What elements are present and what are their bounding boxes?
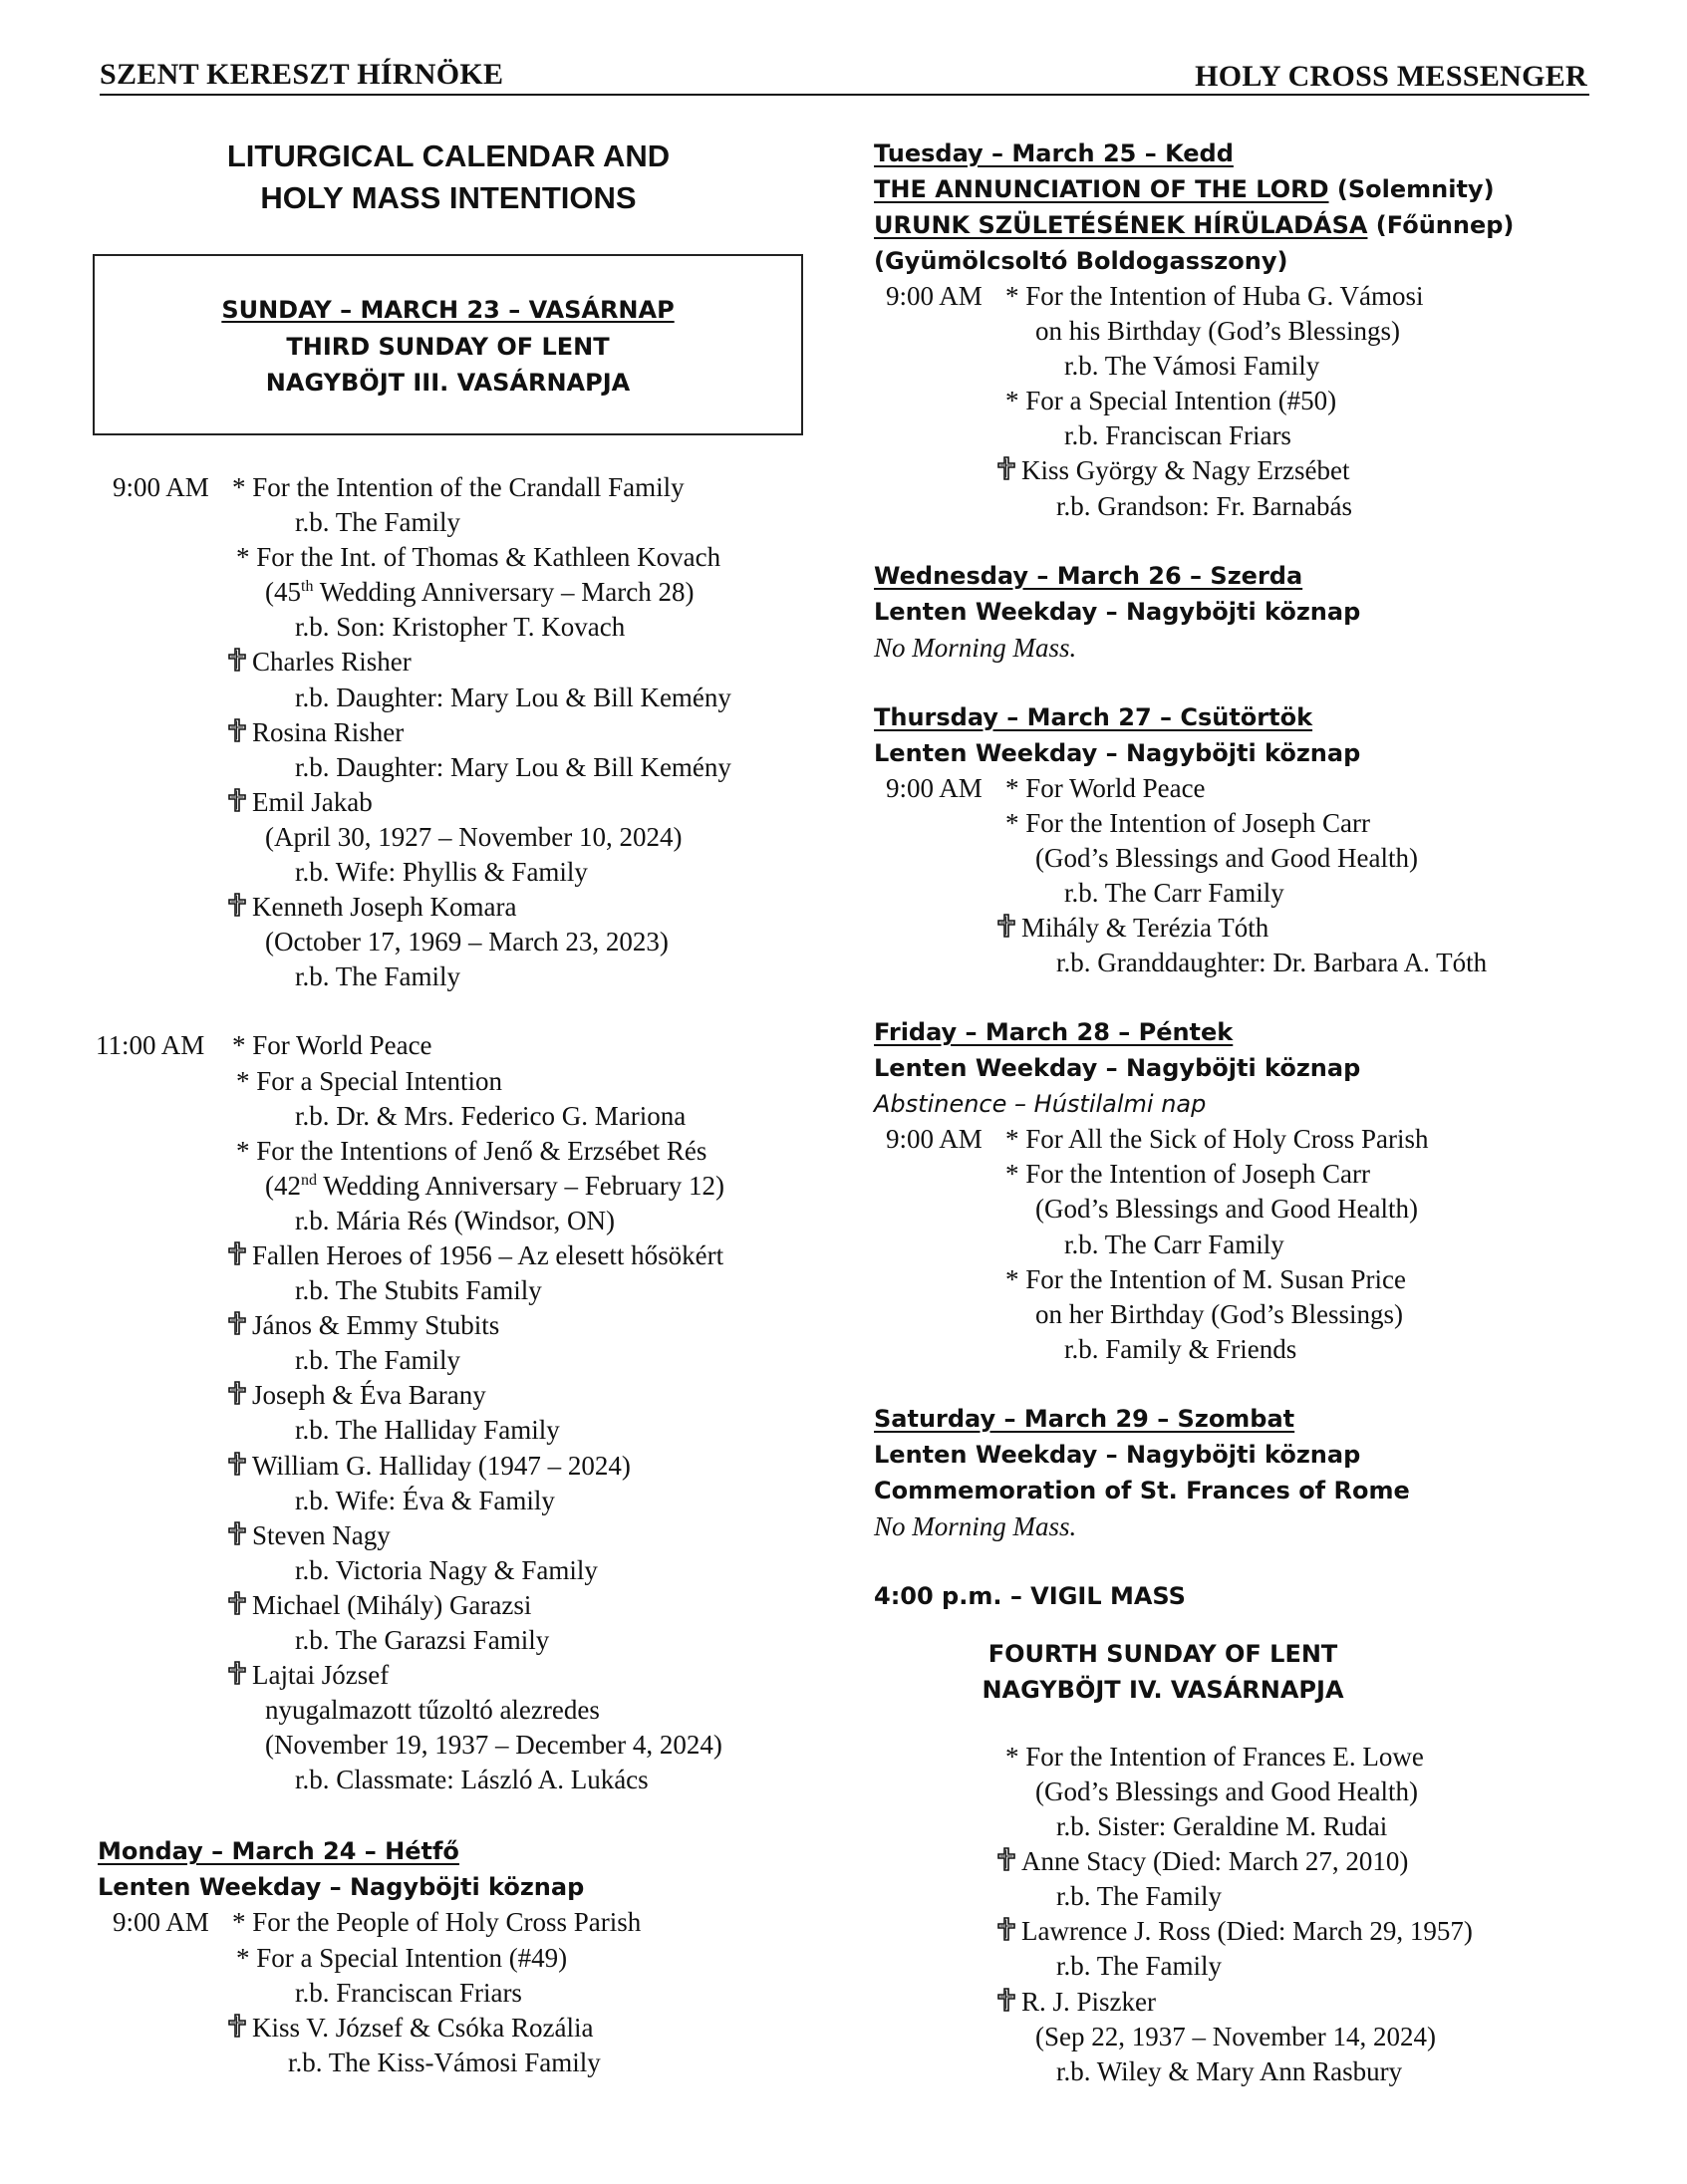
requested-by: r.b. The Family: [1056, 1881, 1222, 1912]
star-marker: *: [232, 1030, 246, 1061]
intention-text: For the Intentions of Jenő & Erzsébet Rés: [256, 1135, 707, 1166]
mass-time: 9:00 AM: [113, 1907, 209, 1938]
intention-text: For the People of Holy Cross Parish: [252, 1907, 642, 1938]
intention-text: For a Special Intention: [256, 1065, 502, 1096]
intention-text: For the Intention of Joseph Carr: [1025, 807, 1370, 838]
wednesday-note: No Morning Mass.: [874, 632, 1077, 663]
monday-day-type: Lenten Weekday – Nagyböjti köznap: [98, 1873, 585, 1902]
latin-cross-icon: [228, 1661, 246, 1685]
star-marker: *: [1005, 807, 1019, 838]
sunday-date: SUNDAY – MARCH 23 – VASÁRNAP: [221, 296, 675, 324]
tuesday-date: Tuesday – March 25 – Kedd: [874, 139, 1234, 167]
latin-cross-icon: [228, 2014, 246, 2038]
intention-text: For the Intention of M. Susan Price: [1025, 1263, 1406, 1294]
deceased-name: Steven Nagy: [252, 1519, 391, 1550]
requested-by: r.b. Family & Friends: [1064, 1333, 1297, 1364]
monday-date: Monday – March 24 – Hétfő: [98, 1837, 459, 1866]
requested-by: r.b. The Vámosi Family: [1064, 351, 1320, 382]
life-dates: (November 19, 1937 – December 4, 2024): [265, 1730, 722, 1761]
friday-abstinence: Abstinence – Hústilalmi nap: [874, 1090, 1207, 1119]
wednesday-day-type: Lenten Weekday – Nagyböjti köznap: [874, 597, 1361, 626]
vigil-mass-heading: 4:00 p.m. – VIGIL MASS: [874, 1581, 1186, 1610]
page-title-line1: LITURGICAL CALENDAR AND: [226, 138, 671, 173]
deceased-title: nyugalmazott tűzoltó alezredes: [265, 1695, 600, 1726]
intention-text: For All the Sick of Holy Cross Parish: [1025, 1124, 1429, 1155]
header-left-title: SZENT KERESZT HÍRNÖKE: [100, 58, 504, 91]
latin-cross-icon: [997, 456, 1015, 480]
mass-time: 9:00 AM: [886, 281, 983, 311]
latin-cross-icon: [997, 1847, 1015, 1871]
deceased-name: Rosina Risher: [252, 716, 405, 747]
sunday-title-hu: NAGYBÖJT III. VASÁRNAPJA: [265, 369, 631, 397]
latin-cross-icon: [228, 1521, 246, 1545]
header-right-title: HOLY CROSS MESSENGER: [1195, 60, 1587, 93]
requested-by: r.b. The Kiss-Vámosi Family: [288, 2047, 601, 2077]
latin-cross-icon: [997, 1988, 1015, 2012]
deceased-name: Joseph & Éva Barany: [252, 1380, 486, 1411]
intention-text-cont: (God’s Blessings and Good Health): [1035, 1775, 1418, 1806]
life-dates: (Sep 22, 1937 – November 14, 2024): [1035, 2021, 1436, 2051]
mass-time: 9:00 AM: [886, 1124, 983, 1155]
intention-text: For the Intention of Huba G. Vámosi: [1025, 281, 1424, 311]
thursday-date: Thursday – March 27 – Csütörtök: [874, 702, 1313, 731]
intention-text: For a Special Intention (#50): [1025, 386, 1337, 416]
star-marker: *: [236, 1065, 250, 1096]
right-column: [874, 136, 1591, 2089]
latin-cross-icon: [228, 1381, 246, 1405]
requested-by: r.b. Dr. & Mrs. Federico G. Mariona: [295, 1100, 687, 1131]
star-marker: *: [1005, 1159, 1019, 1190]
latin-cross-icon: [228, 1241, 246, 1265]
wednesday-date: Wednesday – March 26 – Szerda: [874, 561, 1303, 590]
deceased-name: Kiss György & Nagy Erzsébet: [1021, 455, 1350, 486]
latin-cross-icon: [228, 788, 246, 812]
saturday-date: Saturday – March 29 – Szombat: [874, 1404, 1295, 1433]
friday-day-type: Lenten Weekday – Nagyböjti köznap: [874, 1054, 1361, 1083]
intention-text: For the Intention of Joseph Carr: [1025, 1159, 1370, 1190]
star-marker: *: [1005, 281, 1019, 311]
intention-text-cont: on his Birthday (God’s Blessings): [1035, 316, 1401, 347]
tuesday-feast-en: THE ANNUNCIATION OF THE LORD (Solemnity): [874, 175, 1495, 203]
intention-text: For the Intention of Frances E. Lowe: [1025, 1741, 1424, 1772]
requested-by: r.b. Daughter: Mary Lou & Bill Kemény: [295, 751, 731, 782]
page-title-line2: HOLY MASS INTENTIONS: [260, 180, 637, 215]
intention-text: For the Intention of the Crandall Family: [252, 472, 685, 502]
intention-text-cont: on her Birthday (God’s Blessings): [1035, 1298, 1403, 1329]
life-dates: (October 17, 1969 – March 23, 2023): [265, 927, 669, 957]
requested-by: r.b. Wife: Phyllis & Family: [295, 857, 588, 888]
saturday-commemoration: Commemoration of St. Frances of Rome: [874, 1476, 1410, 1504]
star-marker: *: [232, 472, 246, 502]
sunday-title-en: THIRD SUNDAY OF LENT: [286, 333, 610, 361]
sunday-header-box: [93, 254, 803, 435]
mass-time: 11:00 AM: [96, 1030, 205, 1061]
deceased-name: Kenneth Joseph Komara: [252, 892, 517, 923]
deceased-name: Lawrence J. Ross (Died: March 29, 1957): [1021, 1916, 1473, 1947]
requested-by: r.b. The Carr Family: [1064, 1228, 1284, 1259]
life-dates: (April 30, 1927 – November 10, 2024): [265, 821, 683, 852]
deceased-name: Charles Risher: [252, 647, 412, 678]
mass-time: 9:00 AM: [886, 772, 983, 803]
intention-text: For the Int. of Thomas & Kathleen Kovach: [256, 542, 721, 573]
intention-text: For World Peace: [1025, 772, 1206, 803]
deceased-name: Anne Stacy (Died: March 27, 2010): [1021, 1846, 1409, 1877]
deceased-name: János & Emmy Stubits: [252, 1310, 500, 1341]
star-marker: *: [236, 1135, 250, 1166]
deceased-name: R. J. Piszker: [1021, 1986, 1156, 2017]
latin-cross-icon: [228, 1591, 246, 1615]
latin-cross-icon: [997, 914, 1015, 938]
latin-cross-icon: [228, 648, 246, 672]
requested-by: r.b. The Family: [295, 961, 460, 992]
requested-by: r.b. The Family: [1056, 1951, 1222, 1982]
star-marker: *: [1005, 772, 1019, 803]
deceased-name: Kiss V. József & Csóka Rozália: [252, 2012, 594, 2043]
requested-by: r.b. The Garazsi Family: [295, 1625, 550, 1655]
latin-cross-icon: [228, 1311, 246, 1335]
star-marker: *: [232, 1907, 246, 1938]
list-item: [96, 470, 853, 505]
requested-by: r.b. Wife: Éva & Family: [295, 1485, 555, 1515]
intention-text-cont: (God’s Blessings and Good Health): [1035, 1194, 1418, 1225]
deceased-name: Mihály & Terézia Tóth: [1021, 913, 1269, 944]
friday-date: Friday – March 28 – Péntek: [874, 1018, 1234, 1047]
fourth-sunday-en: FOURTH SUNDAY OF LENT: [987, 1639, 1338, 1668]
star-marker: *: [236, 542, 250, 573]
requested-by: r.b. Franciscan Friars: [295, 1977, 522, 2008]
tuesday-feast-hu: URUNK SZÜLETÉSÉNEK HÍRÜLADÁSA (Főünnep): [874, 211, 1515, 239]
requested-by: r.b. Franciscan Friars: [1064, 420, 1291, 451]
thursday-day-type: Lenten Weekday – Nagyböjti köznap: [874, 738, 1361, 767]
deceased-name: Michael (Mihály) Garazsi: [252, 1589, 532, 1620]
requested-by: r.b. Wiley & Mary Ann Rasbury: [1056, 2055, 1403, 2086]
latin-cross-icon: [228, 1452, 246, 1476]
deceased-name: Lajtai József: [252, 1660, 390, 1691]
requested-by: r.b. Granddaughter: Dr. Barbara A. Tóth: [1056, 948, 1488, 978]
requested-by: r.b. Grandson: Fr. Barnabás: [1056, 490, 1352, 521]
star-marker: *: [236, 1942, 250, 1973]
intention-text: For a Special Intention (#49): [256, 1942, 568, 1973]
intention-text: For World Peace: [252, 1030, 432, 1061]
latin-cross-icon: [997, 1917, 1015, 1941]
requested-by: r.b. The Carr Family: [1064, 877, 1284, 908]
star-marker: *: [1005, 1741, 1019, 1772]
fourth-sunday-hu: NAGYBÖJT IV. VASÁRNAPJA: [982, 1675, 1344, 1704]
star-marker: *: [1005, 1124, 1019, 1155]
requested-by: r.b. Mária Rés (Windsor, ON): [295, 1205, 616, 1235]
latin-cross-icon: [228, 718, 246, 742]
deceased-name: Emil Jakab: [252, 786, 373, 817]
requested-by: r.b. Son: Kristopher T. Kovach: [295, 612, 626, 643]
requested-by: r.b. Classmate: László A. Lukács: [295, 1765, 649, 1795]
requested-by: r.b. The Family: [295, 507, 460, 538]
requested-by: r.b. Daughter: Mary Lou & Bill Kemény: [295, 682, 731, 712]
saturday-day-type: Lenten Weekday – Nagyböjti köznap: [874, 1440, 1361, 1469]
requested-by: r.b. The Family: [295, 1345, 460, 1376]
star-marker: *: [1005, 386, 1019, 416]
left-column: [96, 470, 853, 2080]
intention-text-cont: (God’s Blessings and Good Health): [1035, 842, 1418, 873]
anniversary-note: (45th Wedding Anniversary – March 28): [265, 577, 695, 608]
saturday-note: No Morning Mass.: [874, 1510, 1077, 1541]
header-rule: [100, 94, 1589, 96]
page-title: [130, 136, 767, 219]
requested-by: r.b. Sister: Geraldine M. Rudai: [1056, 1811, 1388, 1842]
requested-by: r.b. The Stubits Family: [295, 1275, 542, 1306]
deceased-name: William G. Halliday (1947 – 2024): [252, 1450, 631, 1481]
tuesday-feast-alt: (Gyümölcsoltó Boldogasszony): [874, 247, 1288, 275]
anniversary-note: (42nd Wedding Anniversary – February 12): [265, 1170, 724, 1201]
requested-by: r.b. Victoria Nagy & Family: [295, 1554, 598, 1585]
deceased-name: Fallen Heroes of 1956 – Az elesett hősökért: [252, 1239, 724, 1270]
mass-time: 9:00 AM: [113, 472, 209, 502]
star-marker: *: [1005, 1263, 1019, 1294]
requested-by: r.b. The Halliday Family: [295, 1415, 560, 1446]
latin-cross-icon: [228, 893, 246, 917]
